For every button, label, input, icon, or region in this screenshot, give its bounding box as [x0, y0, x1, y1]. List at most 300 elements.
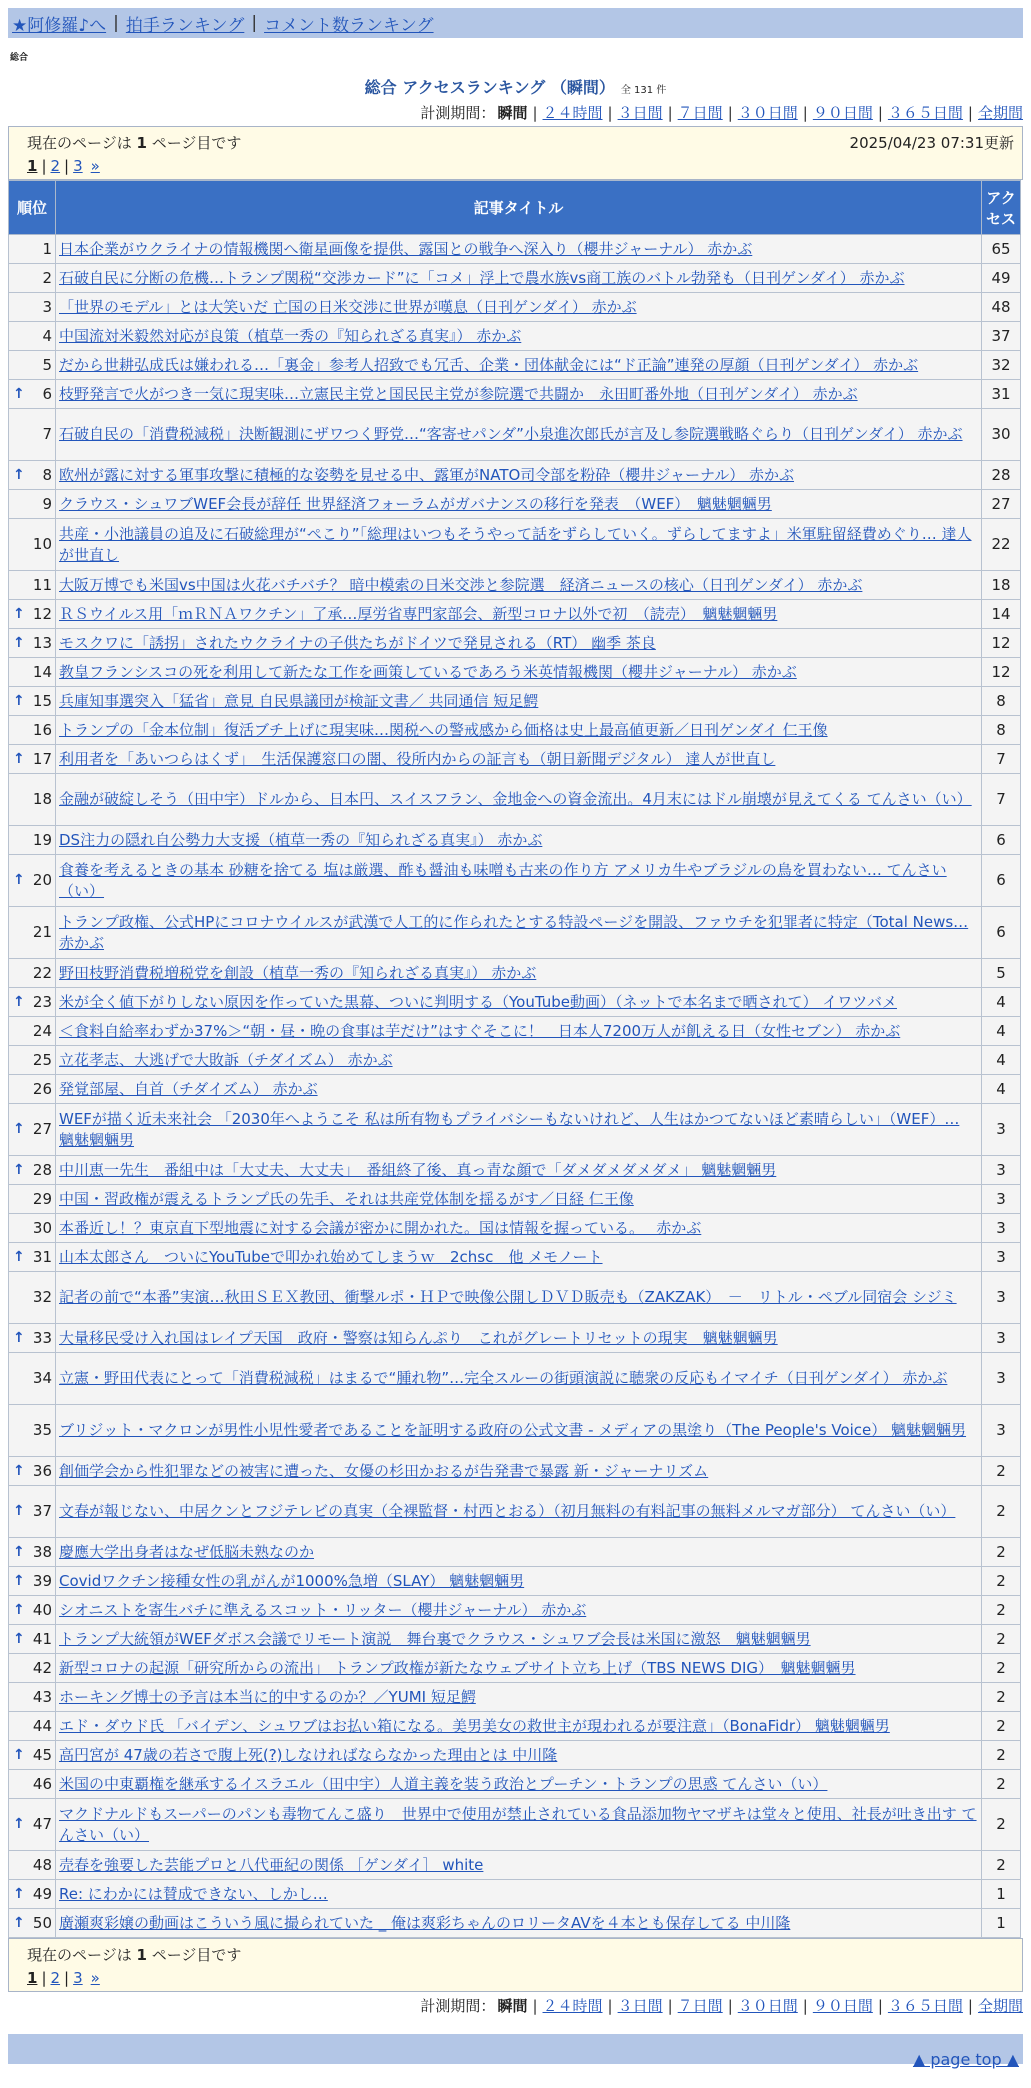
article-link[interactable]: 大阪万博でも米国vs中国は火花バチバチ？ 暗中模索の日米交渉と参院選 経済ニュースの核心（日刊ゲンダイ） 赤かぶ — [59, 575, 863, 594]
pager-current: 1 — [27, 1969, 38, 1987]
article-link[interactable]: 中国・習政権が震えるトランプ氏の先手、それは共産党体制を揺るがす／日経 仁王像 — [59, 1189, 634, 1208]
table-row — [9, 293, 1021, 322]
rank-number: 33 — [32, 1328, 52, 1347]
access-count: 3 — [982, 1353, 1021, 1405]
up-arrow-icon: ↑ — [13, 1572, 25, 1589]
up-arrow-icon: ↑ — [13, 993, 25, 1010]
access-count: 6 — [982, 855, 1021, 907]
title-cell — [56, 745, 982, 774]
rank-number: 22 — [32, 963, 52, 982]
title-cell — [56, 519, 982, 571]
article-link[interactable]: 石破自民の「消費税減税」決断観測にザワつく野党…“客寄せパンダ”小泉進次郎氏が言及し参院選戦略ぐらり（日刊ゲンダイ） 赤かぶ — [59, 425, 963, 443]
rank-cell — [9, 687, 56, 716]
rank-cell — [9, 380, 56, 409]
rank-number: 3 — [42, 297, 52, 316]
up-arrow-icon: ↑ — [13, 1248, 25, 1265]
article-link[interactable]: ブリジット・マクロンが男性小児性愛者であることを証明する政府の公式文書 - メディアの黒塗り（The People's Voice） 魑魅魍魎男 — [59, 1421, 967, 1439]
article-link[interactable]: Covidワクチン接種女性の乳がんが1000%急増（SLAY） 魑魅魍魎男 — [59, 1571, 525, 1590]
rank-number: 47 — [32, 1815, 52, 1833]
period-separator: | — [667, 1997, 673, 2015]
rank-cell — [9, 1851, 56, 1880]
article-link[interactable]: 枝野発言で火がつき一気に現実味…立憲民主党と国民民主党が参院選で共闘か 永田町番外地（日刊ゲンダイ） 赤かぶ — [59, 384, 858, 403]
table-row — [9, 235, 1021, 264]
rank-cell — [9, 1017, 56, 1046]
article-link[interactable]: 慶應大学出身者はなぜ低脳未熟なのか — [59, 1542, 315, 1561]
access-count: 2 — [982, 1683, 1021, 1712]
up-arrow-icon: ↑ — [13, 750, 25, 767]
access-count: 6 — [982, 826, 1021, 855]
comment-ranking-link[interactable]: コメント数ランキング — [264, 15, 434, 36]
period-link[interactable]: ７日間 — [677, 1997, 723, 2015]
rank-number: 10 — [32, 535, 52, 553]
article-link[interactable]: ＲＳウイルス用「ｍＲＮＡワクチン」了承…厚労省専門家部会、新型コロナ以外で初 （読売） 魑魅魍魎男 — [59, 604, 778, 623]
period-selector-bottom — [8, 1995, 1023, 2016]
access-count: 3 — [982, 1104, 1021, 1156]
access-count: 2 — [982, 1654, 1021, 1683]
title-cell — [56, 1457, 982, 1486]
title-cell — [56, 1567, 982, 1596]
current-page-text: 現在のページは 1 ページ目です — [27, 134, 242, 152]
rank-cell — [9, 1046, 56, 1075]
article-link[interactable]: 野田枝野消費税増税党を創設（植草一秀の『知られざる真実』） 赤かぶ — [59, 963, 537, 982]
rank-cell — [9, 351, 56, 380]
table-row — [9, 907, 1021, 959]
rank-number: 23 — [32, 992, 52, 1011]
table-row — [9, 1324, 1021, 1353]
rank-cell — [9, 1596, 56, 1625]
pager-bottom — [9, 1965, 1022, 1991]
rank-cell — [9, 1625, 56, 1654]
rank-number: 17 — [32, 749, 52, 768]
rank-cell — [9, 1567, 56, 1596]
title-cell — [56, 1243, 982, 1272]
pager-current: 1 — [27, 157, 38, 175]
article-link[interactable]: 「世界のモデル」とは大笑いだ 亡国の日米交渉に世界が嘆息（日刊ゲンダイ） 赤かぶ — [59, 297, 637, 316]
article-link[interactable]: 米国の中東覇権を継承するイスラエル（田中宇）人道主義を装う政治とプーチン・トランプの思惑 てんさい（い） — [59, 1774, 828, 1793]
table-row — [9, 629, 1021, 658]
period-link[interactable]: 全期間 — [977, 104, 1023, 122]
rank-number: 44 — [32, 1716, 52, 1735]
period-current: 瞬間 — [497, 104, 528, 122]
access-count: 8 — [982, 687, 1021, 716]
col-access-header: アクセス — [982, 181, 1021, 235]
title-cell — [56, 774, 982, 826]
rank-cell — [9, 1214, 56, 1243]
table-row — [9, 774, 1021, 826]
article-link[interactable]: 教皇フランシスコの死を利用して新たな工作を画策しているであろう米英情報機関（櫻井ジャーナル） 赤かぶ — [59, 662, 797, 681]
nav-separator: | — [113, 13, 119, 33]
rank-number: 30 — [32, 1218, 52, 1237]
access-count: 2 — [982, 1741, 1021, 1770]
title-cell — [56, 1712, 982, 1741]
rank-cell — [9, 264, 56, 293]
rank-number: 28 — [32, 1160, 52, 1179]
rank-number: 7 — [42, 425, 52, 443]
rank-cell — [9, 1075, 56, 1104]
rank-cell — [9, 658, 56, 687]
title-cell — [56, 1851, 982, 1880]
access-count: 65 — [982, 235, 1021, 264]
table-row — [9, 1909, 1021, 1938]
title-cell — [56, 826, 982, 855]
pager-separator: | — [41, 157, 47, 175]
article-link[interactable]: 中国流対米毅然対応が良策（植草一秀の『知られざる真実』） 赤かぶ — [59, 326, 522, 345]
table-row — [9, 745, 1021, 774]
pager-link[interactable]: 3 — [73, 157, 83, 175]
period-link[interactable]: ３６５日間 — [887, 1997, 963, 2015]
category-label: 総合 — [10, 53, 29, 63]
access-count: 2 — [982, 1712, 1021, 1741]
top-nav-bar — [8, 8, 1023, 38]
title-cell — [56, 322, 982, 351]
rank-cell — [9, 600, 56, 629]
title-cell — [56, 1405, 982, 1457]
table-row — [9, 1596, 1021, 1625]
title-cell — [56, 1596, 982, 1625]
title-cell — [56, 1625, 982, 1654]
article-link[interactable]: 山本太郎さん ついにYouTubeで叩かれ始めてしまうｗ 2chsc 他 メモノート — [59, 1247, 603, 1266]
rank-cell — [9, 745, 56, 774]
page-top-link[interactable]: ▲ page top ▲ — [912, 2050, 1019, 2069]
up-arrow-icon: ↑ — [13, 872, 25, 888]
up-arrow-icon: ↑ — [13, 1329, 25, 1346]
article-link[interactable]: トランプの「金本位制」復活ブチ上げに現実味…関税への警戒感から価格は史上最高値更新／日刊ゲンダイ 仁王像 — [59, 720, 828, 739]
rank-number: 46 — [32, 1774, 52, 1793]
rank-cell — [9, 716, 56, 745]
access-count: 1 — [982, 1909, 1021, 1938]
period-link[interactable]: 全期間 — [977, 1997, 1023, 2015]
access-count: 12 — [982, 629, 1021, 658]
rank-number: 6 — [42, 384, 52, 403]
period-separator: | — [607, 1997, 613, 2015]
page-info-bottom — [8, 1938, 1023, 1992]
period-separator: | — [667, 104, 673, 122]
access-count: 8 — [982, 716, 1021, 745]
title-cell — [56, 1272, 982, 1324]
table-row — [9, 1457, 1021, 1486]
rank-number: 27 — [32, 1120, 52, 1138]
title-cell — [56, 1324, 982, 1353]
rank-cell — [9, 1770, 56, 1799]
rank-number: 1 — [42, 239, 52, 258]
rank-number: 45 — [32, 1745, 52, 1764]
item-count: 全 131 件 — [620, 85, 667, 96]
rank-cell — [9, 1324, 56, 1353]
access-count: 2 — [982, 1567, 1021, 1596]
access-count: 2 — [982, 1625, 1021, 1654]
article-link[interactable]: クラウス・シュワブWEF会長が辞任 世界経済フォーラムがガバナンスの移行を発表 （WEF） 魑魅魍魎男 — [59, 494, 772, 513]
rank-number: 48 — [32, 1855, 52, 1874]
article-link[interactable]: 兵庫知事選突入「猛省」意見 自民県議団が検証文書／ 共同通信 短足鰐 — [59, 691, 539, 710]
period-link[interactable]: ３日間 — [617, 104, 663, 122]
access-count: 2 — [982, 1799, 1021, 1851]
access-count: 30 — [982, 409, 1021, 461]
access-count: 4 — [982, 988, 1021, 1017]
article-link[interactable]: 大量移民受け入れ国はレイプ天国 政府・警察は知らんぷり これがグレートリセットの現実 魑魅魍魎男 — [59, 1328, 778, 1347]
period-separator: | — [607, 104, 613, 122]
rank-number: 21 — [32, 923, 52, 941]
pager-separator: | — [41, 1969, 47, 1987]
access-count: 7 — [982, 774, 1021, 826]
rank-cell — [9, 235, 56, 264]
period-separator: | — [967, 104, 973, 122]
rank-number: 32 — [32, 1288, 52, 1306]
access-count: 32 — [982, 351, 1021, 380]
rank-cell — [9, 1405, 56, 1457]
access-count: 12 — [982, 658, 1021, 687]
article-link[interactable]: マクドナルドもスーパーのパンも毒物てんこ盛り 世界中で使用が禁止されている食品添加物ヤマザキは堂々と使用、社長が吐き出す てんさい（い） — [59, 1804, 977, 1844]
title-cell — [56, 1654, 982, 1683]
pager-link[interactable]: 2 — [50, 157, 61, 175]
period-link[interactable]: ９０日間 — [812, 1997, 873, 2015]
rank-cell — [9, 1654, 56, 1683]
article-link[interactable]: 食養を考えるときの基本 砂糖を捨てる 塩は厳選、酢も醤油も味噌も古来の作り方 アメリカ牛やブラジルの鳥を買わない… てんさい（い） — [59, 860, 947, 900]
access-count: 14 — [982, 600, 1021, 629]
rank-cell — [9, 1243, 56, 1272]
pager-separator: | — [64, 157, 70, 175]
table-row — [9, 1104, 1021, 1156]
title-cell — [56, 1156, 982, 1185]
table-row — [9, 1214, 1021, 1243]
access-count: 37 — [982, 322, 1021, 351]
rank-cell — [9, 907, 56, 959]
period-link[interactable]: ２４時間 — [542, 104, 603, 122]
period-link[interactable]: ９０日間 — [812, 104, 873, 122]
title-cell — [56, 380, 982, 409]
title-cell — [56, 1683, 982, 1712]
rank-number: 37 — [32, 1502, 52, 1520]
rank-number: 40 — [32, 1600, 52, 1619]
article-link[interactable]: 欧州が露に対する軍事攻撃に積極的な姿勢を見せる中、露軍がNATO司令部を粉砕（櫻井ジャーナル） 赤かぶ — [59, 465, 795, 484]
access-count: 2 — [982, 1457, 1021, 1486]
access-count: 3 — [982, 1243, 1021, 1272]
table-row — [9, 1654, 1021, 1683]
title-cell — [56, 1075, 982, 1104]
article-link[interactable]: 創価学会から性犯罪などの被害に遭った、女優の杉田かおるが告発書で暴露 新・ジャーナリズム — [59, 1461, 709, 1480]
article-link[interactable]: 日本企業がウクライナの情報機関へ衛星画像を提供、露国との戦争へ深入り（櫻井ジャーナル） 赤かぶ — [59, 239, 753, 258]
article-link[interactable]: 立花孝志、大逃げで大敗訴（チダイズム） 赤かぶ — [59, 1050, 393, 1069]
title-cell — [56, 1770, 982, 1799]
up-arrow-icon: ↑ — [13, 385, 25, 402]
table-row — [9, 826, 1021, 855]
table-row — [9, 1272, 1021, 1324]
pager-next-link[interactable]: » — [90, 157, 100, 175]
rank-number: 41 — [32, 1629, 52, 1648]
article-link[interactable]: WEFが描く近未来社会 「2030年へようこそ 私は所有物もプライバシーもないけれど、人生はかつてないほど素晴らしい」（WEF）… 魑魅魍魎男 — [59, 1109, 960, 1149]
title-cell — [56, 1046, 982, 1075]
table-row — [9, 490, 1021, 519]
table-row — [9, 687, 1021, 716]
title-cell — [56, 687, 982, 716]
rank-cell — [9, 1741, 56, 1770]
article-link[interactable]: だから世耕弘成氏は嫌われる…「裏金」参考人招致でも冗舌、企業・団体献金には“ド正論”連発の厚顔（日刊ゲンダイ） 赤かぶ — [59, 355, 919, 374]
period-separator: | — [802, 104, 808, 122]
article-link[interactable]: 金融が破綻しそう（田中宇）ドルから、日本円、スイスフラン、金地金への資金流出。4月末にはドル崩壊が見えてくる てんさい（い） — [59, 790, 972, 808]
title-cell — [56, 1486, 982, 1538]
access-count: 3 — [982, 1185, 1021, 1214]
rank-cell — [9, 1353, 56, 1405]
table-row — [9, 1851, 1021, 1880]
title-cell — [56, 1214, 982, 1243]
table-row — [9, 1405, 1021, 1457]
up-arrow-icon: ↑ — [13, 1914, 25, 1931]
title-cell — [56, 855, 982, 907]
table-row — [9, 1880, 1021, 1909]
article-link[interactable]: ホーキング博士の予言は本当に的中するのか？／YUMI 短足鰐 — [59, 1687, 476, 1706]
up-arrow-icon: ↑ — [13, 692, 25, 709]
pager-next-link[interactable]: » — [90, 1969, 100, 1987]
table-row — [9, 855, 1021, 907]
rank-cell — [9, 519, 56, 571]
article-link[interactable]: シオニストを寄生バチに準えるスコット・リッター（櫻井ジャーナル） 赤かぶ — [59, 1600, 587, 1619]
up-arrow-icon: ↑ — [13, 1885, 25, 1902]
table-row — [9, 959, 1021, 988]
pager-link[interactable]: 2 — [50, 1969, 61, 1987]
article-link[interactable]: 中川恵一先生 番組中は「大丈夫、大丈夫」 番組終了後、真っ青な顔で「ダメダメダメダメ」 魑魅魍魎男 — [59, 1160, 777, 1179]
access-count: 6 — [982, 907, 1021, 959]
table-row — [9, 1712, 1021, 1741]
rank-number: 18 — [32, 790, 52, 808]
access-count: 4 — [982, 1075, 1021, 1104]
access-count: 5 — [982, 959, 1021, 988]
table-row — [9, 264, 1021, 293]
title-cell — [56, 1799, 982, 1851]
rank-number: 31 — [32, 1247, 52, 1266]
rank-number: 2 — [42, 268, 52, 287]
period-link[interactable]: ７日間 — [677, 104, 723, 122]
article-link[interactable]: DS注力の隠れ自公勢力大支援（植草一秀の『知られざる真実』） 赤かぶ — [59, 830, 543, 849]
rank-number: 36 — [32, 1461, 52, 1480]
rank-number: 42 — [32, 1658, 52, 1677]
article-link[interactable]: 立憲・野田代表にとって「消費税減税」はまるで“腫れ物”…完全スルーの街頭演説に聴衆の反応もイマイチ（日刊ゲンダイ） 赤かぶ — [59, 1369, 948, 1387]
article-link[interactable]: 共産・小池議員の追及に石破総理が“ぺこり”「総理はいつもそうやって話をずらしていく。ずらしてますよ」米軍駐留経費めぐり… 達人が世直し — [59, 524, 972, 564]
access-count: 49 — [982, 264, 1021, 293]
access-count: 18 — [982, 571, 1021, 600]
table-row — [9, 1046, 1021, 1075]
up-arrow-icon: ↑ — [13, 1462, 25, 1479]
rank-cell — [9, 571, 56, 600]
article-link[interactable]: エド・ダウド氏 「バイデン、シュワブはお払い箱になる。美男美女の救世主が現われるが要注意」（BonaFidr） 魑魅魍魎男 — [59, 1716, 890, 1735]
article-link[interactable]: 廣瀬爽彩嬢の動画はこういう風に撮られていた _ 俺は爽彩ちゃんのロリータAVを４本とも保存してる 中川隆 — [59, 1913, 791, 1932]
table-row — [9, 571, 1021, 600]
period-link[interactable]: ３０日間 — [737, 1997, 798, 2015]
title-cell — [56, 600, 982, 629]
rank-number: 50 — [32, 1913, 52, 1932]
period-link[interactable]: ２４時間 — [542, 1997, 603, 2015]
up-arrow-icon: ↑ — [13, 605, 25, 622]
table-row — [9, 380, 1021, 409]
table-row — [9, 409, 1021, 461]
rank-cell — [9, 629, 56, 658]
table-row — [9, 351, 1021, 380]
table-row — [9, 1185, 1021, 1214]
article-link[interactable]: モスクワに「誘拐」されたウクライナの子供たちがドイツで発見される（RT） 幽季 茶良 — [59, 633, 656, 652]
table-row — [9, 1017, 1021, 1046]
rank-number: 15 — [32, 691, 52, 710]
article-link[interactable]: 文春が報じない、中居クンとフジテレビの真実（全裸監督・村西とおる）（初月無料の有料記事の無料メルマガ部分） てんさい（い） — [59, 1502, 956, 1520]
rank-cell — [9, 322, 56, 351]
period-link[interactable]: ３日間 — [617, 1997, 663, 2015]
rank-number: 39 — [32, 1571, 52, 1590]
up-arrow-icon: ↑ — [13, 1601, 25, 1618]
page-title — [0, 75, 1031, 98]
period-link[interactable]: ３０日間 — [737, 104, 798, 122]
article-link[interactable]: トランプ政権、公式HPにコロナウイルスが武漢で人工的に作られたとする特設ページを開設、ファウチを犯罪者に特定（Total News… 赤かぶ — [59, 912, 969, 952]
period-separator: | — [727, 104, 733, 122]
title-cell — [56, 351, 982, 380]
rank-number: 49 — [32, 1884, 52, 1903]
rank-number: 9 — [42, 494, 52, 513]
rank-cell — [9, 461, 56, 490]
title-cell — [56, 1880, 982, 1909]
rank-number: 14 — [32, 662, 52, 681]
article-link[interactable]: 売春を強要した芸能プロと八代亜紀の関係 ［ゲンダイ］ white — [59, 1855, 484, 1874]
title-cell — [56, 293, 982, 322]
article-link[interactable]: Re: にわかには賛成できない、しかし… — [59, 1884, 328, 1903]
article-link[interactable]: 高円宮が 47歳の若さで腹上死(?)しなければならなかった理由とは 中川隆 — [59, 1745, 558, 1764]
rank-cell — [9, 490, 56, 519]
table-row — [9, 988, 1021, 1017]
up-arrow-icon: ↑ — [13, 1161, 25, 1178]
rank-cell — [9, 1185, 56, 1214]
pager-link[interactable]: 3 — [73, 1969, 83, 1987]
home-link[interactable]: ★阿修羅♪へ — [12, 15, 107, 36]
title-cell — [56, 1353, 982, 1405]
period-current: 瞬間 — [497, 1997, 528, 2015]
clap-ranking-link[interactable]: 拍手ランキング — [125, 15, 245, 36]
rank-cell — [9, 826, 56, 855]
article-link[interactable]: 石破自民に分断の危機…トランプ関税“交渉カード”に「コメ」浮上で農水族vs商工族のバトル勃発も（日刊ゲンダイ） 赤かぶ — [59, 268, 905, 287]
rank-number: 13 — [32, 633, 52, 652]
article-link[interactable]: 発覚部屋、自首（チダイズム） 赤かぶ — [59, 1079, 318, 1098]
rank-cell — [9, 1683, 56, 1712]
rank-number: 25 — [32, 1050, 52, 1069]
table-row — [9, 1353, 1021, 1405]
table-row — [9, 600, 1021, 629]
table-row — [9, 1243, 1021, 1272]
article-link[interactable]: 本番近し！？東京直下型地震に対する会議が密かに開かれた。国は情報を握っている。 赤かぶ — [59, 1218, 702, 1237]
access-count: 2 — [982, 1851, 1021, 1880]
rank-number: 29 — [32, 1189, 52, 1208]
rank-number: 16 — [32, 720, 52, 739]
article-link[interactable]: 記者の前で“本番”実演…秋田ＳＥＸ教団、衝撃ルポ・ＨＰで映像公開しＤＶＤ販売も（ZAKZAK） － リトル・ペブル同宿会 シジミ — [59, 1288, 957, 1306]
access-count: 2 — [982, 1770, 1021, 1799]
article-link[interactable]: ＜食料自給率わずか37%＞“朝・昼・晩の食事は芋だけ”はすぐそこに！ 日本人7200万人が飢える日（女性セブン） 赤かぶ — [59, 1021, 901, 1040]
period-separator: | — [727, 1997, 733, 2015]
article-link[interactable]: 利用者を「あいつらはくず」 生活保護窓口の闇、役所内からの証言も（朝日新聞デジタル） 達人が世直し — [59, 749, 776, 768]
article-link[interactable]: 米が全く値下がりしない原因を作っていた黒幕、ついに判明する（YouTube動画）（ネットで本名まで晒されて） イワツバメ — [59, 992, 897, 1011]
period-label: 計測期間： — [420, 104, 496, 122]
up-arrow-icon: ↑ — [13, 634, 25, 651]
period-link[interactable]: ３６５日間 — [887, 104, 963, 122]
access-count: 7 — [982, 745, 1021, 774]
article-link[interactable]: 新型コロナの起源「研究所からの流出」 トランプ政権が新たなウェブサイト立ち上げ（TBS NEWS DIG） 魑魅魍魎男 — [59, 1658, 856, 1677]
ranking-table — [8, 180, 1021, 1938]
table-row — [9, 322, 1021, 351]
rank-number: 8 — [42, 465, 52, 484]
table-row — [9, 1538, 1021, 1567]
ranking-title: 総合 アクセスランキング （瞬間） — [364, 78, 615, 97]
rank-cell — [9, 959, 56, 988]
rank-number: 4 — [42, 326, 52, 345]
rank-number: 38 — [32, 1542, 52, 1561]
rank-cell — [9, 1486, 56, 1538]
article-link[interactable]: トランプ大統領がWEFダボス会議でリモート演説 舞台裏でクラウス・シュワブ会長は米国に激怒 魑魅魍魎男 — [59, 1629, 811, 1648]
rank-cell — [9, 293, 56, 322]
title-cell — [56, 658, 982, 687]
table-row — [9, 519, 1021, 571]
title-cell — [56, 1538, 982, 1567]
